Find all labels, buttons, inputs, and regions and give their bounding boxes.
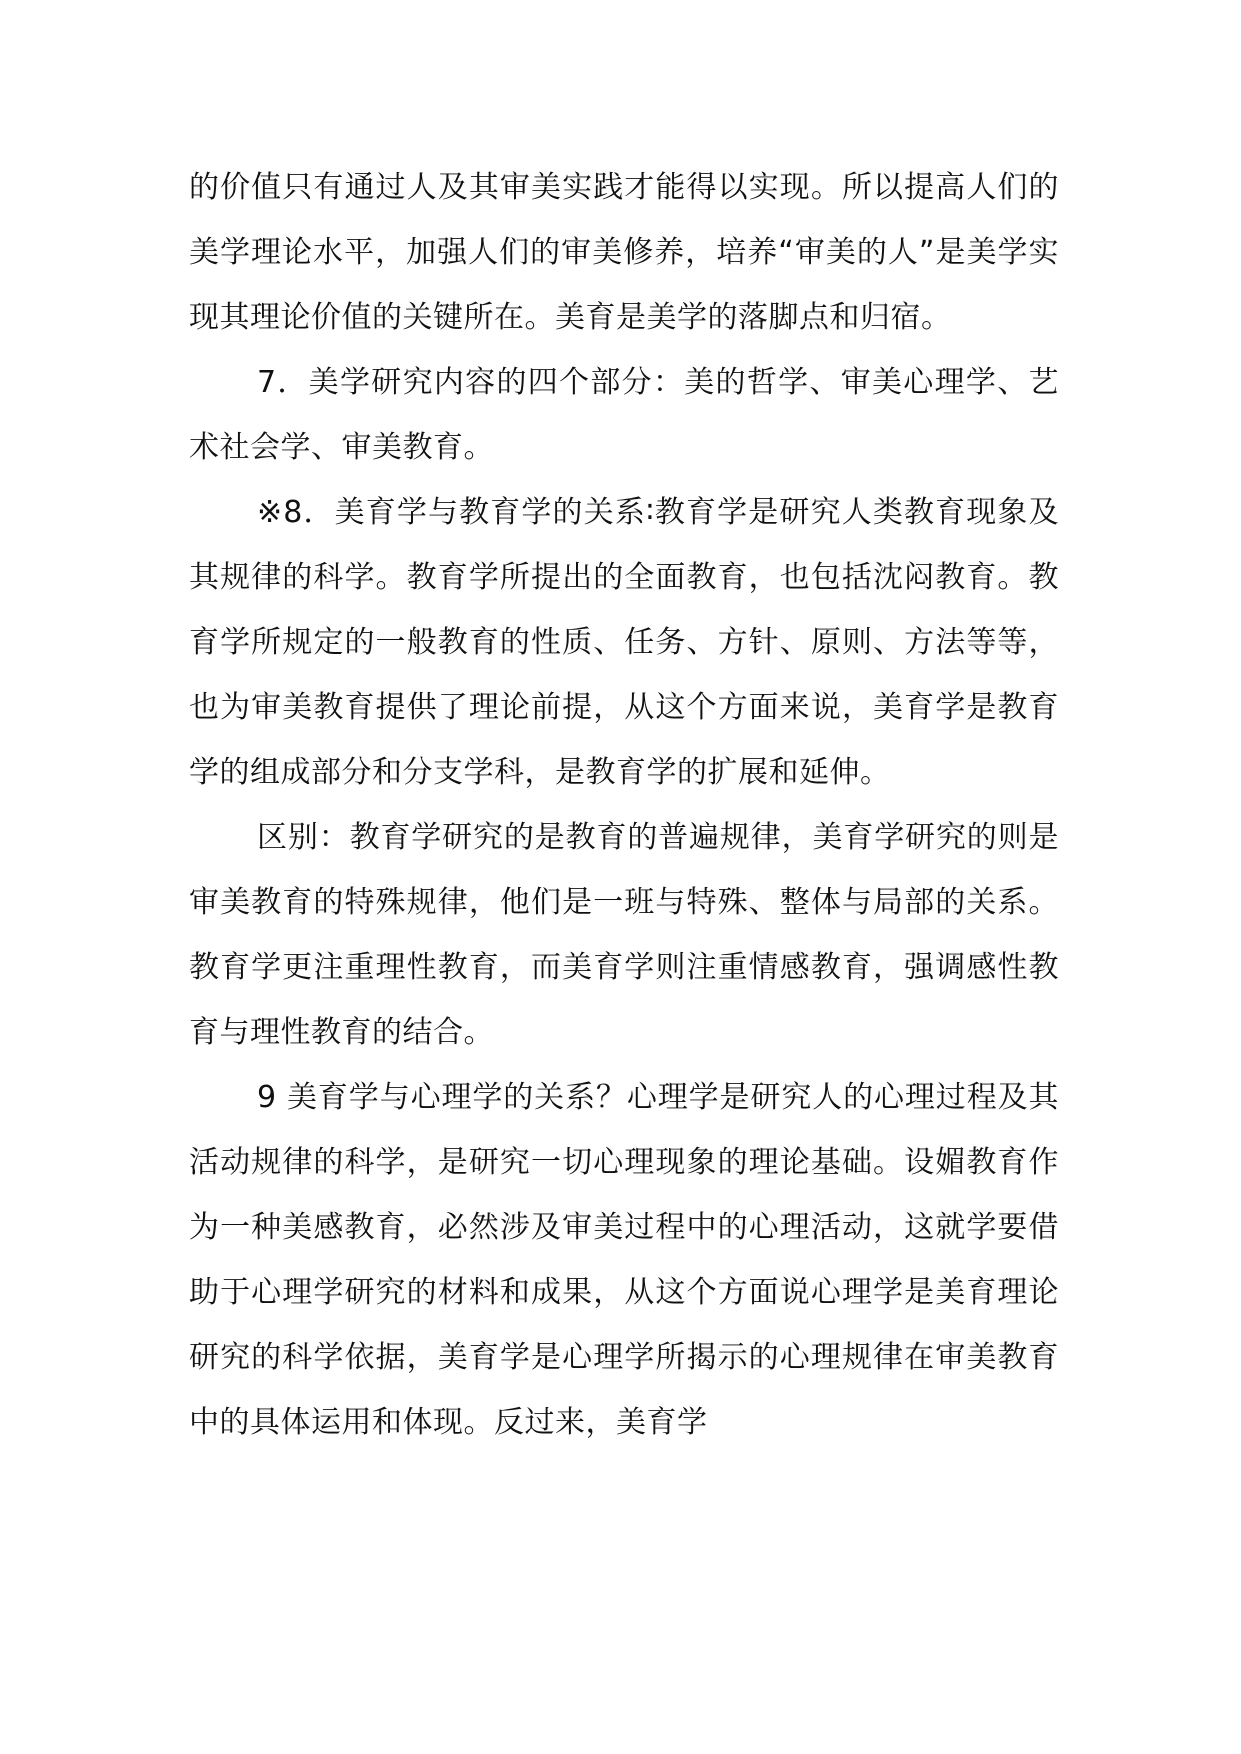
paragraph-continued: 的价值只有通过人及其审美实践才能得以实现。所以提高人们的美学理论水平，加强人们的审美修养，培养“审美的人”是美学实现其理论价值的关键所在。美育是美学的落脚点和归宿。 (189, 170, 1059, 335)
paragraph-difference: 区别：教育学研究的是教育的普遍规律，美育学研究的则是审美教育的特殊规律，他们是一班与特殊、整体与局部的关系。教育学更注重理性教育，而美育学则注重情感教育，强调感性教育与理性教育的结合。 (189, 820, 1059, 1050)
paragraph-item-7: 7．美学研究内容的四个部分：美的哲学、审美心理学、艺术社会学、审美教育。 (189, 365, 1059, 465)
document-body (189, 155, 1059, 1455)
paragraph-item-9: 9 美育学与心理学的关系？心理学是研究人的心理过程及其活动规律的科学，是研究一切心理现象的理论基础。设媚教育作为一种美感教育，必然涉及审美过程中的心理活动，这就学要借助于心理学研究的材料和成果，从这个方面说心理学是美育理论研究的科学依据，美育学是心理学所揭示的心理规律在审美教育中的具体运用和体现。反过来，美育学 (189, 1080, 1059, 1440)
paragraph-item-8: ※8．美育学与教育学的关系∶教育学是研究人类教育现象及其规律的科学。教育学所提出的全面教育，也包括沈闷教育。教育学所规定的一般教育的性质、任务、方针、原则、方法等等，也为审美教育提供了理论前提，从这个方面来说，美育学是教育学的组成部分和分支学科，是教育学的扩展和延伸。 (189, 495, 1059, 790)
